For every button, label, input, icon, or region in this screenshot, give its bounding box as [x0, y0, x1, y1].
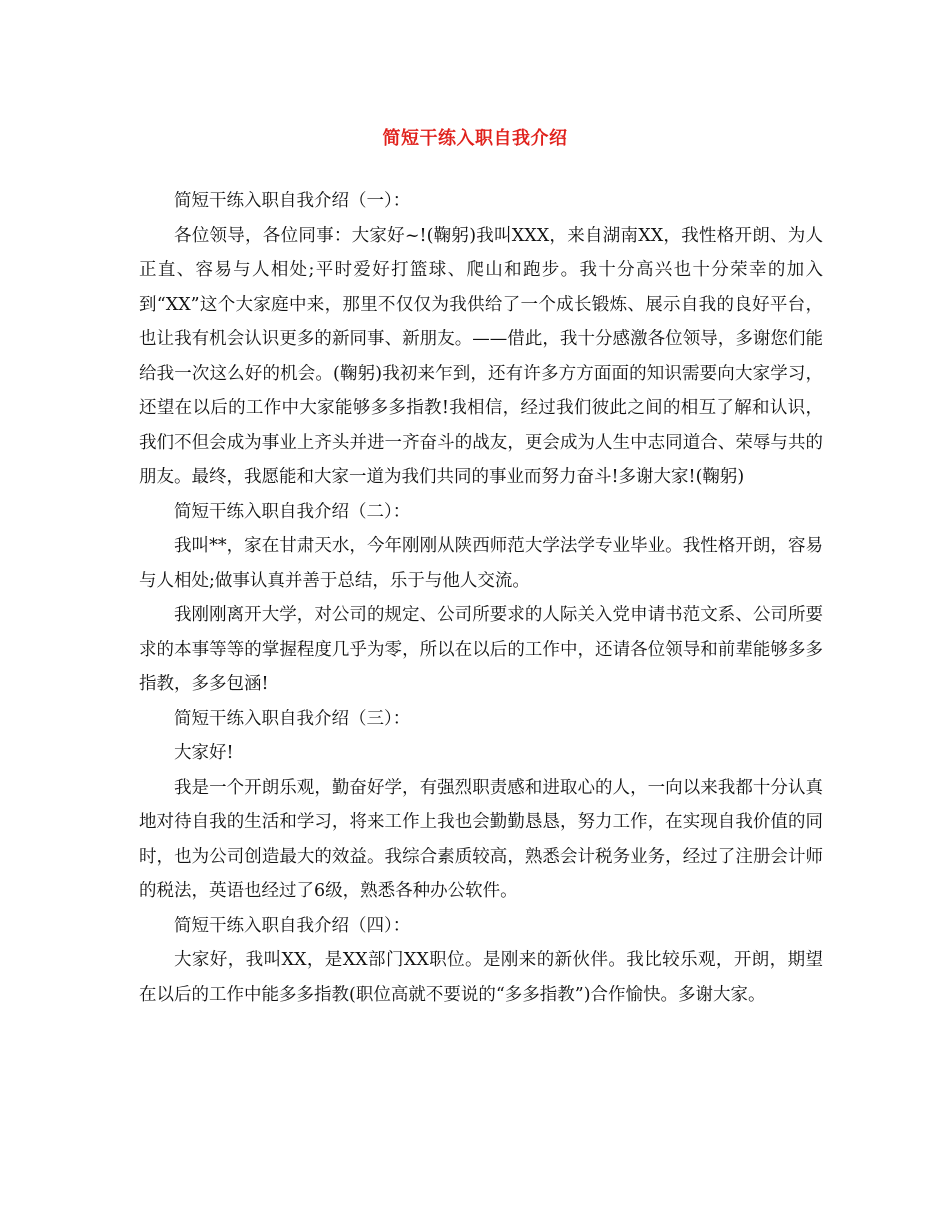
paragraph: 各位领导，各位同事：大家好~!(鞠躬)我叫XXX，来自湖南XX，我性格开朗、为人正直、容易与人相处;平时爱好打篮球、爬山和跑步。我十分高兴也十分荣幸的加入到“XX”这个大家庭中来，那里不仅仅为我供给了一个成长锻炼、展示自我的良好平台，也让我有机会认识更多的新同事、新朋友。——借此，我十分感激各位领导，多谢您们能给我一次这么好的机会。(鞠躬)我初来乍到，还有许多方方面面的知识需要向大家学习，还望在以后的工作中大家能够多多指教!我相信，经过我们彼此之间的相互了解和认识，我们不但会成为事业上齐头并进一齐奋斗的战友，更会成为人生中志同道合、荣辱与共的朋友。最终，我愿能和大家一道为我们共同的事业而努力奋斗!多谢大家!(鞠躬) — [139, 225, 823, 487]
section-heading-4: 简短干练入职自我介绍（四）： — [174, 915, 411, 936]
section-heading-1: 简短干练入职自我介绍（一）： — [174, 191, 411, 211]
section-heading-3: 简短干练入职自我介绍（三）： — [174, 708, 411, 729]
paragraph: 我是一个开朗乐观，勤奋好学，有强烈职责感和进取心的人，一向以来我都十分认真地对待自我的生活和学习，将来工作上我也会勤勤恳恳，努力工作，在实现自我价值的同时，也为公司创造最大的效益。我综合素质较高，熟悉会计税务业务，经过了注册会计师的税法，英语也经过了6级，熟悉各种办公软件。 — [139, 777, 823, 901]
document-body — [139, 184, 823, 1012]
paragraph: 我刚刚离开大学，对公司的规定、公司所要求的人际关入党申请书范文系、公司所要求的本事等等的掌握程度几乎为零，所以在以后的工作中，还请各位领导和前辈能够多多指教，多多包涵! — [139, 605, 823, 694]
document-title: 简短干练入职自我介绍 — [382, 128, 568, 149]
paragraph: 大家好! — [174, 743, 234, 763]
section-heading-2: 简短干练入职自我介绍（二）： — [174, 501, 411, 522]
paragraph: 大家好，我叫XX，是XX部门XX职位。是刚来的新伙伴。我比较乐观，开朗，期望在以后的工作中能多多指教(职位高就不要说的“多多指教”)合作愉快。多谢大家。 — [139, 950, 823, 1005]
paragraph: 我叫**，家在甘肃天水，今年刚刚从陕西师范大学法学专业毕业。我性格开朗，容易与人相处;做事认真并善于总结，乐于与他人交流。 — [139, 536, 823, 591]
